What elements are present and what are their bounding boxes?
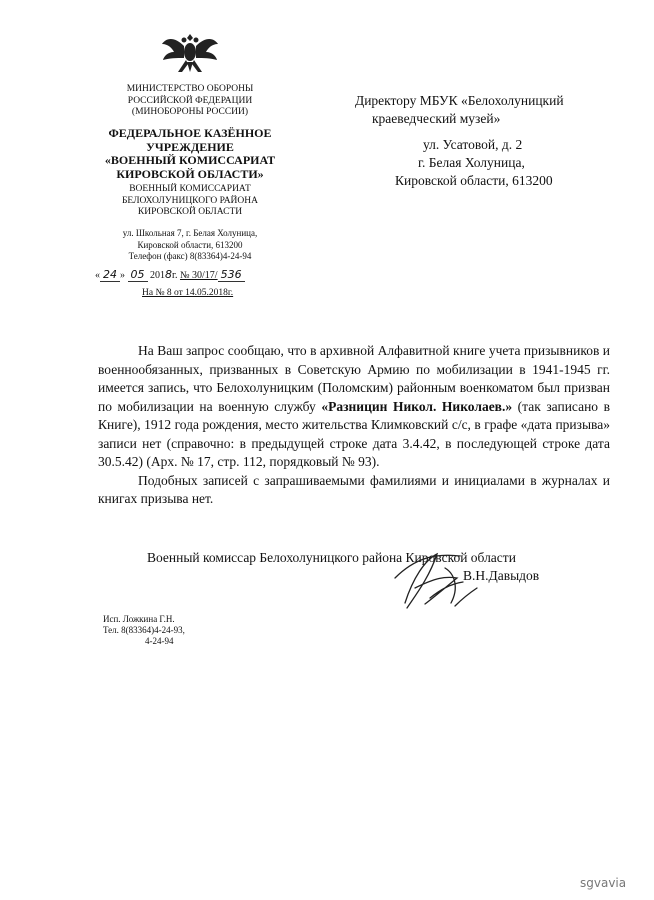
recipient-address-line: г. Белая Холуница, — [418, 155, 525, 170]
recipient-block — [355, 92, 564, 128]
outgoing-day: 24 — [100, 268, 120, 282]
incoming-reference: На № 8 от 14.05.2018г. — [142, 288, 234, 298]
recipient-address — [395, 136, 553, 190]
recipient-line: краеведческий музей» — [372, 111, 501, 126]
sub-unit-block — [80, 184, 300, 219]
soldier-name: «Разницин Никол. Николаев.» — [321, 398, 513, 414]
outgoing-number-prefix: № 30/17/ — [179, 270, 218, 281]
recipient-line: Директору МБУК «Белохолуницкий — [355, 93, 564, 108]
organization-block — [80, 127, 300, 181]
address-line: Телефон (факс) 8(83364)4-24-94 — [128, 251, 252, 261]
body-paragraph: Подобных записей с запрашиваемыми фамилиями и инициалами в журналах и книгах призыва нет. — [98, 472, 610, 506]
organization-line: ФЕДЕРАЛЬНОЕ КАЗЁННОЕ — [108, 126, 272, 140]
body-paragraph — [98, 342, 610, 472]
signatory-name: В.Н.Давыдов — [463, 568, 540, 583]
address-line: Кировской области, 613200 — [137, 239, 243, 250]
outgoing-number-hand: 536 — [218, 268, 245, 282]
sub-unit-line: БЕЛОХОЛУНИЦКОГО РАЙОНА — [121, 195, 259, 206]
body-text-part: На Ваш запрос сообщаю, что в архивной Алфавитной книге учета призывников и военнообязанных, призванных в Советскую Армию по мобилизации в 1941-1945 гг. имеется запись, что Белохолуницким (Поломским) районным военкоматом был призван по мобилизации на военную службу — [98, 343, 610, 414]
outgoing-month: 05 — [128, 268, 148, 282]
executor-name: Исп. Ложкина Г.Н. — [103, 614, 175, 624]
outgoing-year-digit: 8 — [165, 268, 172, 281]
organization-line: «ВОЕННЫЙ КОМИССАРИАТ — [104, 153, 276, 167]
executor-block — [103, 614, 185, 647]
address-line: ул. Школьная 7, г. Белая Холуница, — [122, 228, 258, 238]
ministry-block — [80, 84, 300, 119]
body-text-part: (так записано в Книге), 1912 года рождения, место жительства Климковский с/с, в графе «дата призыва» записи нет (справочно: в предыдущей строке дата 3.4.42, в последующей строке дата 30.5.42) (Арх. № 17, стр. 112, порядковый № 93). — [98, 398, 610, 469]
organization-line: УЧРЕЖДЕНИЕ — [146, 139, 234, 154]
ministry-line: МИНИСТЕРСТВО ОБОРОНЫ — [126, 84, 254, 94]
ministry-line: (МИНОБОРОНЫ РОССИИ) — [131, 107, 249, 117]
outgoing-number: « 24 » 05 2018г. № 30/17/ 536 — [95, 268, 315, 281]
sub-unit-line: КИРОВСКОЙ ОБЛАСТИ — [137, 207, 243, 217]
organization-line: КИРОВСКОЙ ОБЛАСТИ» — [116, 166, 264, 181]
double-headed-eagle-icon — [160, 28, 220, 80]
letter-body — [98, 342, 610, 509]
recipient-address-line: ул. Усатовой, д. 2 — [423, 137, 523, 152]
sender-address — [80, 228, 300, 263]
ministry-line: РОССИЙСКОЙ ФЕДЕРАЦИИ — [127, 95, 253, 106]
watermark: sgvavia — [580, 876, 627, 890]
signatory-title: Военный комиссар Белохолуницкого района Кировской области — [147, 550, 516, 565]
executor-phone: Тел. 8(83364)4-24-93, — [103, 625, 185, 635]
outgoing-year: 201 — [150, 270, 165, 281]
recipient-address-line: Кировской области, 613200 — [395, 173, 553, 188]
executor-phone: 4-24-94 — [145, 636, 174, 646]
outgoing-year-suffix: г. — [172, 270, 178, 281]
sub-unit-line: ВОЕННЫЙ КОМИССАРИАТ — [129, 184, 251, 194]
